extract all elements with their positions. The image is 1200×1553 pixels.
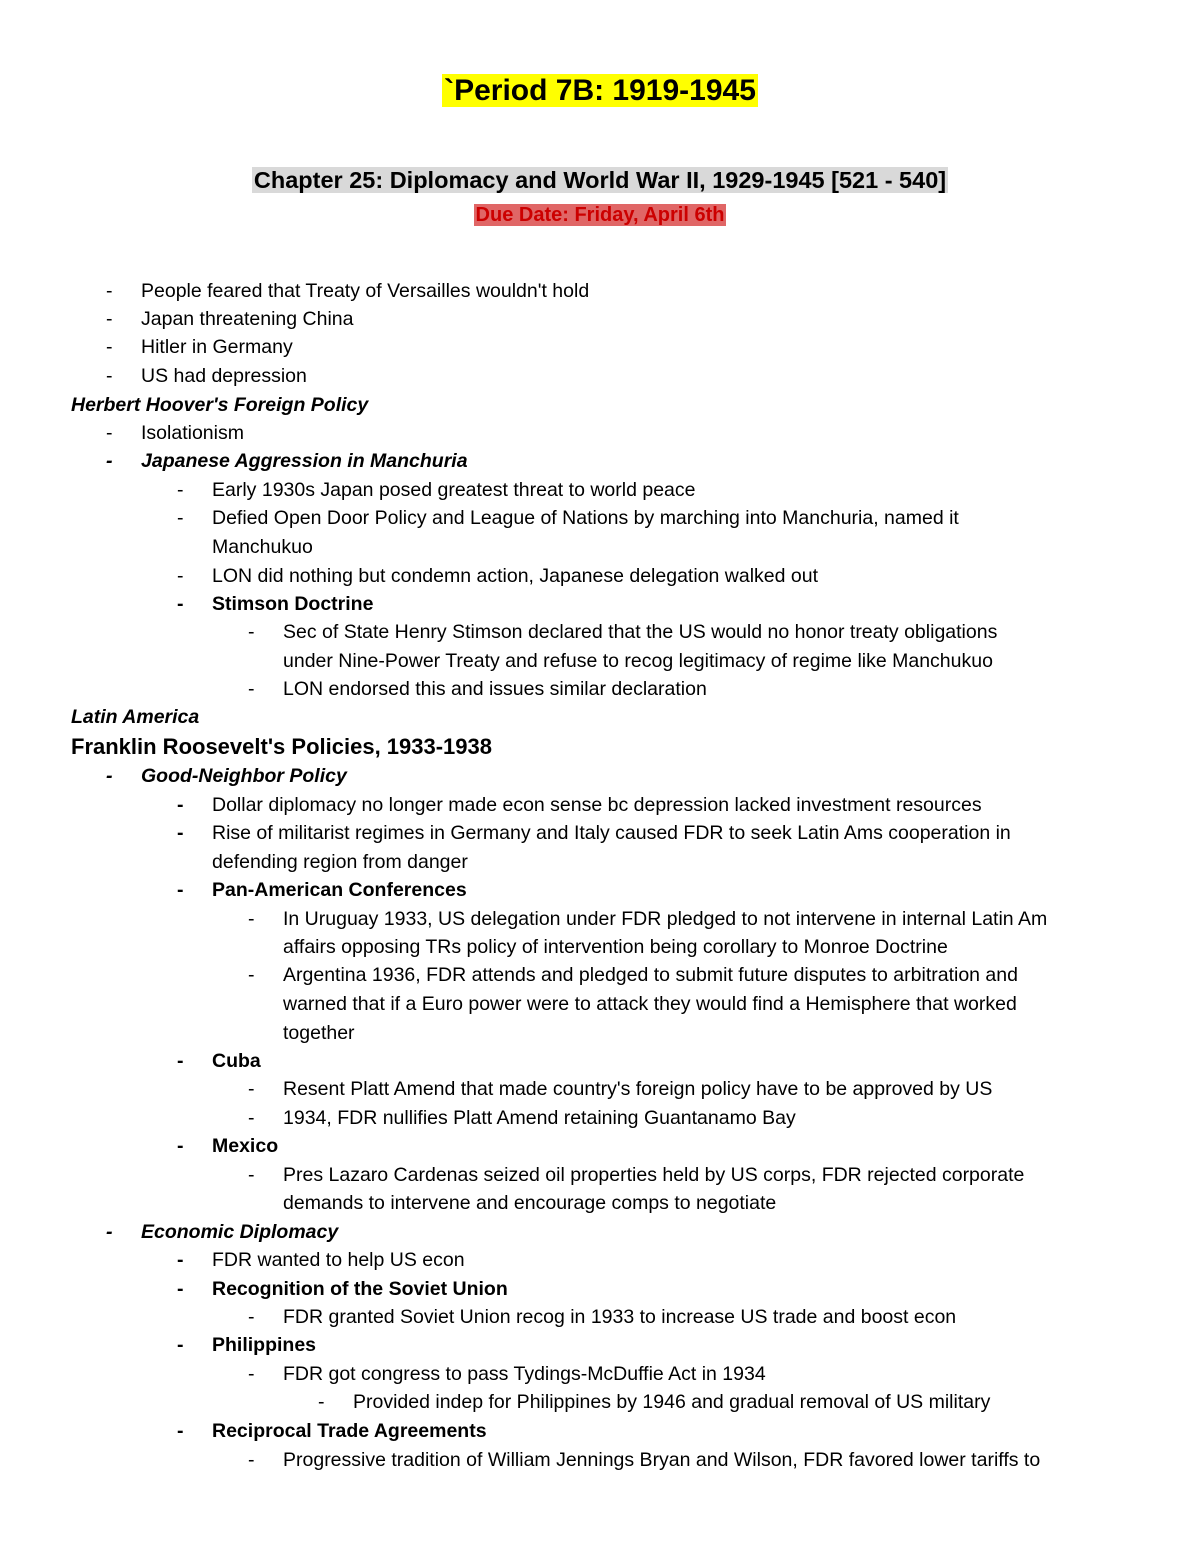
bullet-dash: - [177,1278,184,1300]
page-title-text: `Period 7B: 1919-1945 [444,74,756,107]
subheading-mexico: Mexico [212,1135,279,1157]
bullet-dash: - [248,964,255,986]
bullet-dash: - [177,794,184,816]
list-item: Progressive tradition of William Jennings Bryan and Wilson, FDR favored lower tariffs to [283,1449,1041,1471]
bullet-dash: - [106,1221,113,1243]
subheading-soviet: Recognition of the Soviet Union [212,1278,508,1300]
bullet-dash: - [248,1306,255,1328]
bullet-dash: - [177,565,184,587]
list-item: Japan threatening China [141,308,354,330]
list-item: 1934, FDR nullifies Platt Amend retaining Guantanamo Bay [283,1107,796,1129]
bullet-dash: - [248,1363,255,1385]
bullet-dash: - [248,1449,255,1471]
bullet-dash: - [106,365,113,387]
list-item-continuation: defending region from danger [212,851,468,873]
list-item: Provided indep for Philippines by 1946 and gradual removal of US military [353,1391,991,1413]
list-item: Hitler in Germany [141,336,293,358]
list-item: In Uruguay 1933, US delegation under FDR pledged to not intervene in internal Latin Am [283,908,1048,930]
bullet-dash: - [177,507,184,529]
list-item: Resent Platt Amend that made country's foreign policy have to be approved by US [283,1078,993,1100]
subheading-economic-diplomacy: Economic Diplomacy [141,1221,339,1243]
bullet-dash: - [177,1249,184,1271]
bullet-dash: - [248,1164,255,1186]
list-item: Early 1930s Japan posed greatest threat to world peace [212,479,696,501]
bullet-dash: - [177,1050,184,1072]
list-item: Defied Open Door Policy and League of Nations by marching into Manchuria, named it [212,507,959,529]
list-item: Pres Lazaro Cardenas seized oil properties held by US corps, FDR rejected corporate [283,1164,1025,1186]
section-heading-hoover: Herbert Hoover's Foreign Policy [71,394,369,416]
section-heading-fdr: Franklin Roosevelt's Policies, 1933-1938 [71,734,492,759]
bullet-dash: - [106,308,113,330]
subheading-stimson: Stimson Doctrine [212,593,374,615]
chapter-heading [0,163,1200,197]
page-title [0,70,1200,112]
bullet-dash: - [106,422,113,444]
bullet-dash: - [177,822,184,844]
bullet-dash: - [177,1135,184,1157]
due-date [0,200,1200,230]
list-item: US had depression [141,365,307,387]
bullet-dash: - [318,1391,325,1413]
due-date-text: Due Date: Friday, April 6th [475,204,725,226]
bullet-dash: - [177,879,184,901]
list-item: People feared that Treaty of Versailles wouldn't hold [141,280,590,302]
list-item-continuation: demands to intervene and encourage comps to negotiate [283,1192,777,1214]
chapter-heading-text: Chapter 25: Diplomacy and World War II, 1929-1945 [521 - 540] [253,167,947,193]
list-item: Rise of militarist regimes in Germany and Italy caused FDR to seek Latin Ams cooperation in [212,822,1011,844]
bullet-dash: - [106,765,113,787]
list-item: Dollar diplomacy no longer made econ sense bc depression lacked investment resources [212,794,982,816]
subheading-good-neighbor: Good-Neighbor Policy [141,765,347,787]
bullet-dash: - [248,908,255,930]
bullet-dash: - [106,280,113,302]
bullet-dash: - [106,450,113,472]
list-item-continuation: Manchukuo [212,536,313,558]
bullet-dash: - [177,1334,184,1356]
list-item-continuation: warned that if a Euro power were to attack they would find a Hemisphere that worked [283,993,1017,1015]
subheading-philippines: Philippines [212,1334,317,1356]
subheading-manchuria: Japanese Aggression in Manchuria [141,450,468,472]
bullet-dash: - [177,479,184,501]
section-heading-latin-america: Latin America [71,706,200,728]
bullet-dash: - [248,1078,255,1100]
list-item: FDR granted Soviet Union recog in 1933 to increase US trade and boost econ [283,1306,957,1328]
bullet-dash: - [248,621,255,643]
list-item-continuation: together [283,1022,355,1044]
bullet-dash: - [248,1107,255,1129]
list-item: LON did nothing but condemn action, Japanese delegation walked out [212,565,819,587]
list-item: FDR got congress to pass Tydings-McDuffie Act in 1934 [283,1363,766,1385]
bullet-dash: - [106,336,113,358]
subheading-pan-american: Pan-American Conferences [212,879,467,901]
list-item-continuation: under Nine-Power Treaty and refuse to recog legitimacy of regime like Manchukuo [283,650,993,672]
bullet-dash: - [177,593,184,615]
bullet-dash: - [248,678,255,700]
bullet-dash: - [177,1420,184,1442]
list-item: Isolationism [141,422,244,444]
list-item: LON endorsed this and issues similar declaration [283,678,707,700]
list-item: Argentina 1936, FDR attends and pledged to submit future disputes to arbitration and [283,964,1018,986]
subheading-cuba: Cuba [212,1050,261,1072]
list-item: FDR wanted to help US econ [212,1249,465,1271]
subheading-reciprocal-trade: Reciprocal Trade Agreements [212,1420,487,1442]
list-item-continuation: affairs opposing TRs policy of intervention being corollary to Monroe Doctrine [283,936,948,958]
list-item: Sec of State Henry Stimson declared that the US would no honor treaty obligations [283,621,998,643]
